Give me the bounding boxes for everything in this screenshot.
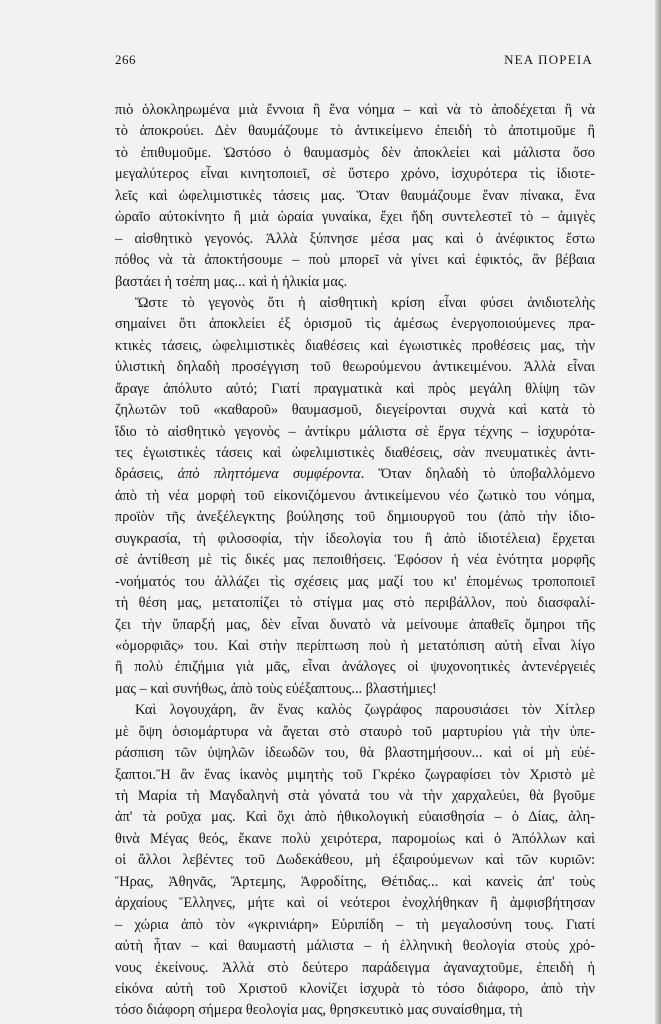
text-line: τες ἐγωιστικὲς τάσεις καὶ ὠφελιμιστικὲς διαθέσεις, σὰν πνευματικὲς ἀντι- [115, 445, 595, 461]
text-line: μεγαλύτερος εἶναι κινητοποιεῖ, σὲ ὕστερο χρόνο, ἰσχυρότερα τὶς ἰδιοτε- [115, 166, 595, 183]
text-line: συγκρασία, τὴ φιλοσοφία, τὴν ἰδεολογία του ἢ ἀπὸ ἰδιοτέλεια) ἔρχεται [115, 530, 595, 547]
text-line: βαστάει ἡ τσέπη μας... καὶ ἡ ἡλικία μας. [115, 273, 348, 290]
paragraph [115, 293, 595, 700]
page-edge-shadow [655, 0, 661, 1024]
text-line: λεῖς καὶ ὠφελιμιστικὲς τάσεις μας. Ὅταν θαυμάζουμε ἕναν πίνακα, ἕνα [115, 187, 595, 204]
text-line: ὡραῖο αὐτοκίνητο ἢ μιὰ ὡραία γυναίκα, ἔχει ἤδη συντελεστεῖ τὸ – ἀμιγὲς [115, 209, 595, 226]
text-line: ζηλωτῶν τοῦ «καθαροῦ» θαυμασμοῦ, διεγείρονται συχνὰ καὶ κατὰ τὸ [115, 402, 595, 419]
text-line: νους ἐκείνους. Ἀλλὰ στὸ δεύτερο παράδειγμα ἀγαναχτοῦμε, ἐπειδὴ ἡ [115, 959, 595, 976]
running-title: ΝΕΑ ΠΟΡΕΙΑ [504, 52, 593, 67]
text-line: ἄραγε ἀπόλυτο αὐτό; Γιατί πραγματικὰ καὶ πρὸς μεγάλη θλίψη τῶν [115, 380, 595, 397]
text-line: – αἰσθητικὸ γεγονός. Ἀλλὰ ξύπνησε μέσα μας καὶ ὁ ἀνέφικτος ἔστω [115, 230, 595, 247]
text-line: τὸ ἐπιθυμοῦμε. Ὡστόσο ὁ θαυμασμὸς δὲν ἀποκλείει καὶ μάλιστα ὅσο [115, 144, 595, 161]
text-line: ἀπὸ τὴ νέα μορφὴ τοῦ εἰκονιζόμενου ἀντικείμενου νέο ζωτικὸ του νόημα, [115, 487, 595, 504]
text-line: «ὁμορφιᾶς» του. Καὶ στὴν περίπτωση ποὺ ἡ μετατόπιση αὐτὴ εἶναι λίγο [115, 637, 595, 654]
text-line: ἴδιο τὸ αἰσθητικὸ γεγονὸς – ἀντίκρυ μάλιστα σὲ ἔργα τέχνης – ἰσχυρότα- [115, 423, 595, 440]
text-line: ἀρχαίους Ἕλληνες, μήτε καὶ οἱ νεότεροι ἐνοχλήθηκαν ἢ ἀμφισβήτησαν [115, 895, 595, 912]
text-line: σημαίνει ὅτι ἀποκλείει ἐξ ὁρισμοῦ τὶς ἀμέσως ἐνεργοποιούμενες πρα- [115, 316, 595, 333]
text-line: μὲ ὄψη ὁσιομάρτυρα νὰ ἄγεται στὸ σταυρὸ τοῦ μαρτυρίου γιὰ τὴν ὑπε- [115, 723, 595, 740]
text-line: οἱ ἄλλοι λεβέντες τοῦ Δωδεκάθεου, μὴ ἐξαιρούμενων καὶ τῶν κυριῶν: [115, 852, 595, 869]
text-line: ζει τὴν ὕπαρξή μας, δὲν εἶναι δυνατὸ νὰ μείνουμε ἀπαθεῖς ὅμηροι τῆς [115, 616, 595, 633]
text-line: τὴ Μαρία τὴ Μαγδαληνὴ στὰ γόνατά του νὰ τὴν χαρχαλεύει, θὰ βγοῦμε [115, 788, 595, 804]
text-line: αὐτὴ ἦταν – καὶ θαυμαστὴ μάλιστα – ἡ ἑλληνικὴ θεολογία στοὺς χρό- [115, 938, 595, 955]
text-line: ξαπτοι.Ἢ ἂν ἕνας ἱκανὸς μιμητὴς τοῦ Γκρέκο ζωγραφίσει τὸν Χριστὸ μὲ [115, 766, 595, 783]
text-line: Ὥστε τὸ γεγονὸς ὅτι ἡ αἰσθητικὴ κρίση εἶναι φύσει ἀνιδιοτελὴς [135, 294, 595, 311]
text-line: Καὶ λογουχάρη, ἂν ἕνας καλὸς ζωγράφος παρουσιάσει τὸν Χίτλερ [135, 702, 595, 719]
text-line: -νοήματός του ἀλλάζει τὶς σχέσεις μας μαζί του κι' ἑπομένως τροποποιεῖ [115, 573, 595, 590]
text-line: ράσπιση τῶν ὑψηλῶν ἰδεωδῶν του, θὰ βλαστημήσουν... καὶ οἱ μὴ εὐέ- [115, 745, 595, 762]
body-text [115, 100, 595, 1022]
text-line: προϊὸν τῆς ἀνεξέλεγκτης βούλησης τοῦ δημιουργοῦ του (ἀπὸ τὴν ἰδιο- [115, 509, 595, 526]
text-line: ἀπ' τὰ ροῦχα μας. Καὶ ὄχι ἀπὸ ἠθικολογικὴ εὐαισθησία – ὁ Δίας, ἀλη- [115, 809, 595, 826]
text-line: ὑλιστικὴ δηλαδὴ προσέγγιση τοῦ θεωρούμενου ἀντικειμένου. Ἀλλὰ εἶναι [115, 359, 595, 376]
text-line: σὲ ἀντίθεση μὲ τὶς δικές μας πεποιθήσεις. Ἐφόσον ἡ νέα ἑνότητα μορφῆς [115, 552, 595, 569]
text-line: πόθος νὰ τὰ ἀποκτήσουμε – ποὺ μπορεῖ νὰ γίνει καὶ ἐφικτός, ἂν βέβαια [115, 252, 595, 269]
text-line: τόσο διάφορη σήμερα θεολογία μας, θρησκευτικὸ μας συναίσθημα, τὴ [115, 1002, 523, 1019]
text-line: θινὰ Μέγας θεός, ἔκανε πολὺ χειρότερα, παρομοίως καὶ ὁ Ἀπόλλων καὶ [115, 830, 595, 847]
paragraph [115, 100, 595, 293]
text-line: Ἥρας, Ἀθηνᾶς, Ἄρτεμης, Ἀφροδίτης, Θέτιδας... καὶ κανεὶς ἀπ' τοὺς [115, 873, 595, 890]
paragraph [115, 700, 595, 1022]
page-number: 266 [115, 52, 136, 67]
text-line: εἰκόνα αὐτὴ τοῦ Χριστοῦ κλονίζει ἰσχυρὰ τὸ τόσο διάφορο, ἀπὸ τὴν [115, 980, 595, 997]
text-line: πιὸ ὁλοκληρωμένα μιὰ ἔννοια ἢ ἕνα νόημα – καὶ νὰ τὸ ἀποδέχεται ἢ νὰ [115, 102, 595, 118]
page-header [115, 52, 593, 70]
text-line: μας – καὶ συνήθως, ἀπὸ τοὺς εὐέξαπτους... βλαστήμιες! [115, 680, 437, 697]
text-line: ἢ πολὺ ἐπιζήμια γιὰ μᾶς, εἶναι ἀνάλογες οἱ ψυχονοητικὲς ἀντενέργειές [115, 659, 595, 676]
text-line: τὴ θέση μας, μετατοπίζει τὸ στίγμα μας στὸ περιβάλλον, ποὺ διασφαλί- [115, 595, 595, 612]
text-line: κτικὲς τάσεις, ὠφελιμιστικὲς διαθέσεις καὶ ἐγωιστικὲς προθέσεις μας, τὴν [115, 337, 595, 354]
text-line: – χώρια ἀπὸ τὸν «γκρινιάρη» Εὐριπίδη – τὴ μεγαλοσύνη τους. Γιατί [115, 916, 595, 933]
text-line: δράσεις, ἀπὸ πληττόμενα συμφέροντα. Ὅταν δηλαδὴ τὸ ὑποβαλλόμενο [115, 466, 595, 483]
text-line: τὸ ἀποκρούει. Δὲν θαυμάζουμε τὸ ἀντικείμενο ἐπειδὴ τὸ ἀποτιμοῦμε ἢ [115, 123, 595, 140]
